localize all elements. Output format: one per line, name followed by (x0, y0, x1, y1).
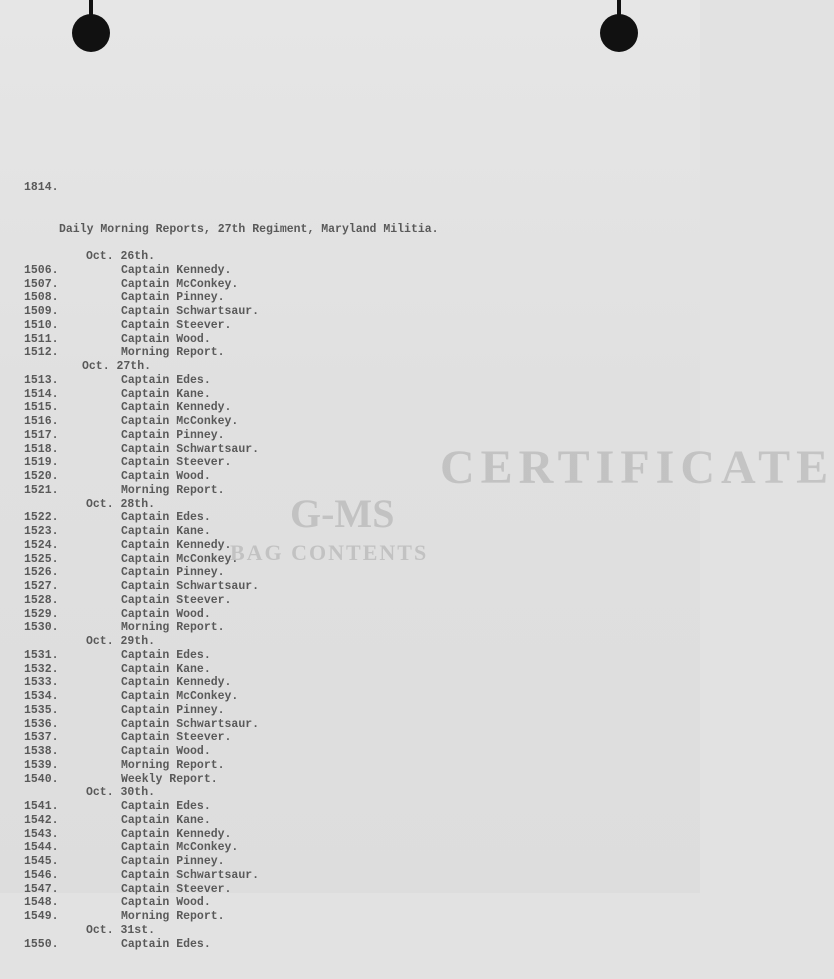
entry-text: Captain Steever. (121, 882, 232, 896)
entry-number: 1547. (24, 882, 59, 896)
list-item (24, 621, 225, 635)
entry-number: 1529. (24, 607, 59, 621)
punch-hole-right (600, 14, 638, 52)
document-heading: Daily Morning Reports, 27th Regiment, Maryland Militia. (59, 222, 439, 236)
date-row (24, 250, 156, 264)
list-item (24, 305, 260, 319)
entry-number: 1520. (24, 470, 59, 483)
date-row (24, 635, 156, 649)
entry-text: Captain Wood. (121, 896, 211, 910)
entry-number: 1516. (24, 415, 59, 428)
entry-number: 1549. (24, 910, 59, 923)
list-item (24, 937, 211, 952)
entry-text: Weekly Report. (121, 772, 218, 786)
entry-number: 1517. (24, 428, 59, 442)
bleed-through-text: G-MS (290, 491, 395, 536)
list-item (24, 731, 232, 745)
entry-text: Captain Steever. (121, 593, 232, 607)
list-item (24, 401, 232, 415)
entry-number: 1523. (24, 525, 59, 538)
date-row (24, 923, 156, 938)
list-item (24, 648, 211, 663)
list-item (24, 415, 239, 429)
list-item (24, 277, 239, 292)
date-row (24, 497, 156, 512)
list-item (24, 593, 232, 608)
entry-number: 1538. (24, 745, 59, 758)
entry-number: 1534. (24, 690, 59, 703)
entry-text: Captain Schwartsaur. (121, 442, 260, 456)
list-item (24, 896, 211, 910)
entry-text: Captain Steever. (121, 318, 232, 332)
list-item (24, 525, 211, 539)
entry-text: Captain Kennedy. (121, 401, 232, 415)
list-item (24, 346, 225, 360)
entry-number: 1519. (24, 456, 59, 470)
year-row (24, 168, 65, 195)
entry-text: Captain Kane. (121, 387, 211, 401)
list-item (24, 511, 211, 525)
list-item (24, 483, 225, 498)
entry-number: 1528. (24, 593, 59, 607)
punch-hole-left (72, 14, 110, 52)
entry-text: Captain Kennedy. (121, 538, 232, 552)
entry-number: 1531. (24, 648, 59, 662)
entry-number: 1524. (24, 538, 59, 552)
entry-text: Captain McConkey. (121, 690, 239, 703)
entry-number: 1513. (24, 373, 59, 387)
entry-text: Captain Pinney. (121, 703, 225, 717)
entry-number: 1510. (24, 318, 59, 332)
list-item (24, 662, 211, 677)
section-date: Oct. 26th. (86, 250, 156, 263)
entry-text: Captain Pinney. (121, 291, 225, 305)
entry-number: 1535. (24, 703, 59, 717)
list-item (24, 456, 232, 470)
section-date: Oct. 29th. (86, 635, 156, 648)
entry-text: Captain Edes. (121, 800, 211, 813)
list-item (24, 373, 211, 388)
entry-number: 1525. (24, 552, 59, 566)
entry-number: 1515. (24, 401, 59, 415)
entry-number: 1544. (24, 841, 59, 855)
entry-number: 1532. (24, 662, 59, 676)
list-item (24, 827, 232, 842)
list-item (24, 772, 218, 787)
entry-text: Captain Kennedy. (121, 676, 232, 690)
list-item (24, 580, 260, 594)
entry-number: 1539. (24, 758, 59, 772)
entry-text: Captain Kane. (121, 662, 211, 676)
section-date: Oct. 27th. (82, 360, 152, 373)
entry-text: Captain Steever. (121, 731, 232, 745)
entry-number: 1543. (24, 827, 59, 841)
entry-text: Captain Schwartsaur. (121, 717, 260, 731)
list-item (24, 263, 232, 278)
entry-number: 1512. (24, 346, 59, 360)
entry-number: 1530. (24, 621, 59, 635)
entry-text: Morning Report. (121, 621, 225, 635)
list-item (24, 800, 211, 814)
list-item (24, 690, 239, 704)
entry-number: 1521. (24, 483, 59, 497)
entry-text: Captain Schwartsaur. (121, 868, 260, 882)
entry-text: Morning Report. (121, 910, 225, 923)
entry-text: Captain Edes. (121, 937, 211, 951)
entry-number: 1508. (24, 291, 59, 305)
list-item (24, 566, 225, 580)
date-row (24, 786, 156, 800)
list-item (24, 703, 225, 718)
entry-number: 1540. (24, 772, 59, 786)
entry-text: Captain Steever. (121, 456, 232, 470)
entry-text: Captain Wood. (121, 745, 211, 758)
list-item (24, 332, 211, 347)
entry-number: 1537. (24, 731, 59, 745)
entry-number: 1533. (24, 676, 59, 690)
entry-text: Captain Kennedy. (121, 263, 232, 277)
entry-number: 1546. (24, 868, 59, 882)
list-item (24, 855, 225, 869)
year: 1814. (24, 181, 59, 195)
list-item (24, 428, 225, 443)
list-item (24, 318, 232, 333)
entry-number: 1507. (24, 277, 59, 291)
entry-text: Captain McConkey. (121, 415, 239, 428)
entry-text: Morning Report. (121, 483, 225, 497)
entry-text: Captain McConkey. (121, 552, 239, 566)
entry-text: Captain Wood. (121, 607, 211, 621)
heading-row (24, 209, 439, 236)
entry-number: 1514. (24, 387, 59, 401)
entry-number: 1541. (24, 800, 59, 813)
entry-number: 1506. (24, 263, 59, 277)
entry-number: 1536. (24, 717, 59, 731)
entry-text: Captain Schwartsaur. (121, 580, 260, 593)
list-item (24, 607, 211, 622)
entry-text: Captain Edes. (121, 373, 211, 387)
list-item (24, 717, 260, 732)
entry-number: 1550. (24, 937, 59, 951)
entry-text: Morning Report. (121, 758, 225, 772)
list-item (24, 868, 260, 883)
entry-number: 1548. (24, 896, 59, 910)
list-item (24, 758, 225, 773)
entry-text: Captain Kane. (121, 813, 211, 827)
list-item (24, 442, 260, 457)
list-item (24, 538, 232, 553)
entry-text: Captain Wood. (121, 332, 211, 346)
list-item (24, 882, 232, 897)
entry-number: 1526. (24, 566, 59, 580)
list-item (24, 291, 225, 305)
list-item (24, 745, 211, 759)
list-item (24, 910, 225, 924)
entry-number: 1509. (24, 305, 59, 318)
list-item (24, 387, 211, 402)
list-item (24, 841, 239, 855)
section-date: Oct. 30th. (86, 786, 156, 800)
bleed-through-text: BAG CONTENTS (230, 540, 429, 565)
bleed-through-text: CERTIFICATE (440, 441, 834, 494)
entry-text: Captain McConkey. (121, 277, 239, 291)
entry-number: 1542. (24, 813, 59, 827)
entry-text: Captain Kennedy. (121, 827, 232, 841)
date-row (24, 360, 152, 374)
entry-text: Captain Edes. (121, 648, 211, 662)
entry-number: 1511. (24, 332, 59, 346)
list-item (24, 676, 232, 690)
entry-number: 1527. (24, 580, 59, 593)
list-item (24, 470, 211, 484)
entry-text: Captain Wood. (121, 470, 211, 483)
entry-text: Morning Report. (121, 346, 225, 360)
entry-number: 1545. (24, 855, 59, 868)
entry-text: Captain Pinney. (121, 566, 225, 580)
section-date: Oct. 28th. (86, 497, 156, 511)
report-sections (24, 250, 260, 951)
entry-number: 1518. (24, 442, 59, 456)
entry-text: Captain Kane. (121, 525, 211, 538)
entry-number: 1522. (24, 511, 59, 525)
entry-text: Captain Edes. (121, 511, 211, 525)
list-item (24, 552, 239, 567)
entry-text: Captain McConkey. (121, 841, 239, 855)
entry-text: Captain Schwartsaur. (121, 305, 260, 318)
section-date: Oct. 31st. (86, 923, 156, 937)
entry-text: Captain Pinney. (121, 428, 225, 442)
list-item (24, 813, 211, 828)
entry-text: Captain Pinney. (121, 855, 225, 868)
